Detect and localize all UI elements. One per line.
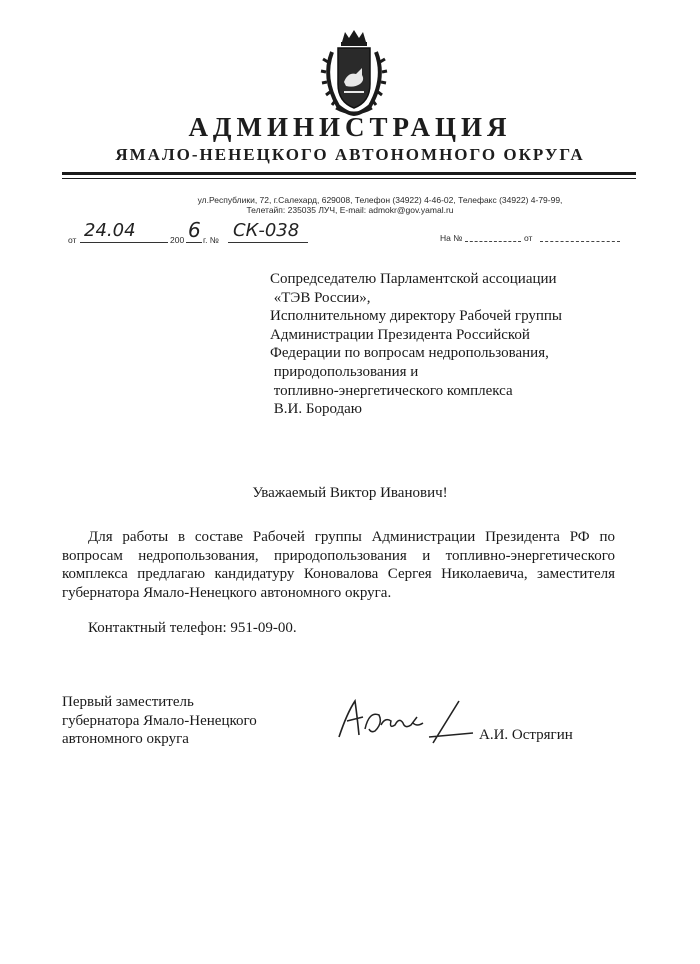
addressee-line: топливно-энергетического комплекса: [270, 382, 513, 399]
org-title: АДМИНИСТРАЦИЯ: [188, 112, 512, 142]
ref-year-handwritten: 6: [188, 218, 201, 242]
reply-date-line: [540, 241, 620, 242]
address-line: ул.Республики, 72, г.Салехард, 629008, Телефон (34922) 4-46-02, Телефакс (34922) 4-79-99,: [197, 195, 563, 205]
ref-date-handwritten: 24.04: [84, 220, 136, 241]
ref-number-underline: [228, 242, 308, 243]
addressee-line: Сопредседателю Парламентской ассоциации: [270, 271, 557, 287]
ref-date-underline: [80, 242, 168, 243]
reply-number-label: На №: [440, 233, 463, 243]
signatory-name: А.И. Острягин: [479, 727, 573, 743]
letter-body: Для работы в составе Рабочей группы Администрации Президента РФ по вопросам недропользования, природопользования и топливно-энергетического комплекса предлагаю кандидатуру Коновалова Сергея Николаевича, заместителя губернатора Ямало-Ненецкого автономного округа.: [62, 529, 615, 601]
signatory-position-line: автономного округа: [62, 731, 189, 747]
ref-year-prefix: 200: [170, 235, 185, 245]
signatory-position-line: Первый заместитель: [62, 694, 194, 710]
addressee-line: Администрации Президента Российской: [270, 326, 530, 343]
ref-year-underline: [186, 242, 202, 243]
addressee-line: природопользования и: [270, 363, 419, 380]
greeting: Уважаемый Виктор Иванович!: [252, 485, 448, 501]
coat-of-arms-icon: [318, 28, 390, 118]
contact-phone: Контактный телефон: 951-09-00.: [88, 620, 297, 636]
signatory-position-line: губернатора Ямало-Ненецкого: [62, 712, 257, 729]
header-rule-thick: [62, 172, 636, 175]
handwritten-signature-icon: [333, 693, 483, 753]
addressee-line: Федерации по вопросам недропользования,: [270, 345, 549, 362]
addressee-block: [270, 270, 562, 419]
reply-number-line: [465, 241, 521, 242]
header-rule-thin: [62, 178, 636, 179]
ref-ot-label: от: [68, 235, 77, 245]
ref-number-handwritten: СК-038: [233, 220, 300, 241]
org-subtitle: ЯМАЛО-НЕНЕЦКОГО АВТОНОМНОГО ОКРУГА: [115, 145, 585, 164]
signatory-position: [62, 693, 257, 749]
addressee-line: В.И. Бородаю: [270, 401, 363, 418]
reply-date-label: от: [524, 233, 533, 243]
addressee-line: «ТЭВ России»,: [270, 289, 371, 306]
addressee-line: Исполнительному директору Рабочей группы: [270, 308, 563, 325]
ref-number-label: г. №: [203, 235, 219, 245]
contact-line: Телетайп: 235035 ЛУЧ, E-mail: admokr@gov.yamal.ru: [246, 205, 454, 215]
